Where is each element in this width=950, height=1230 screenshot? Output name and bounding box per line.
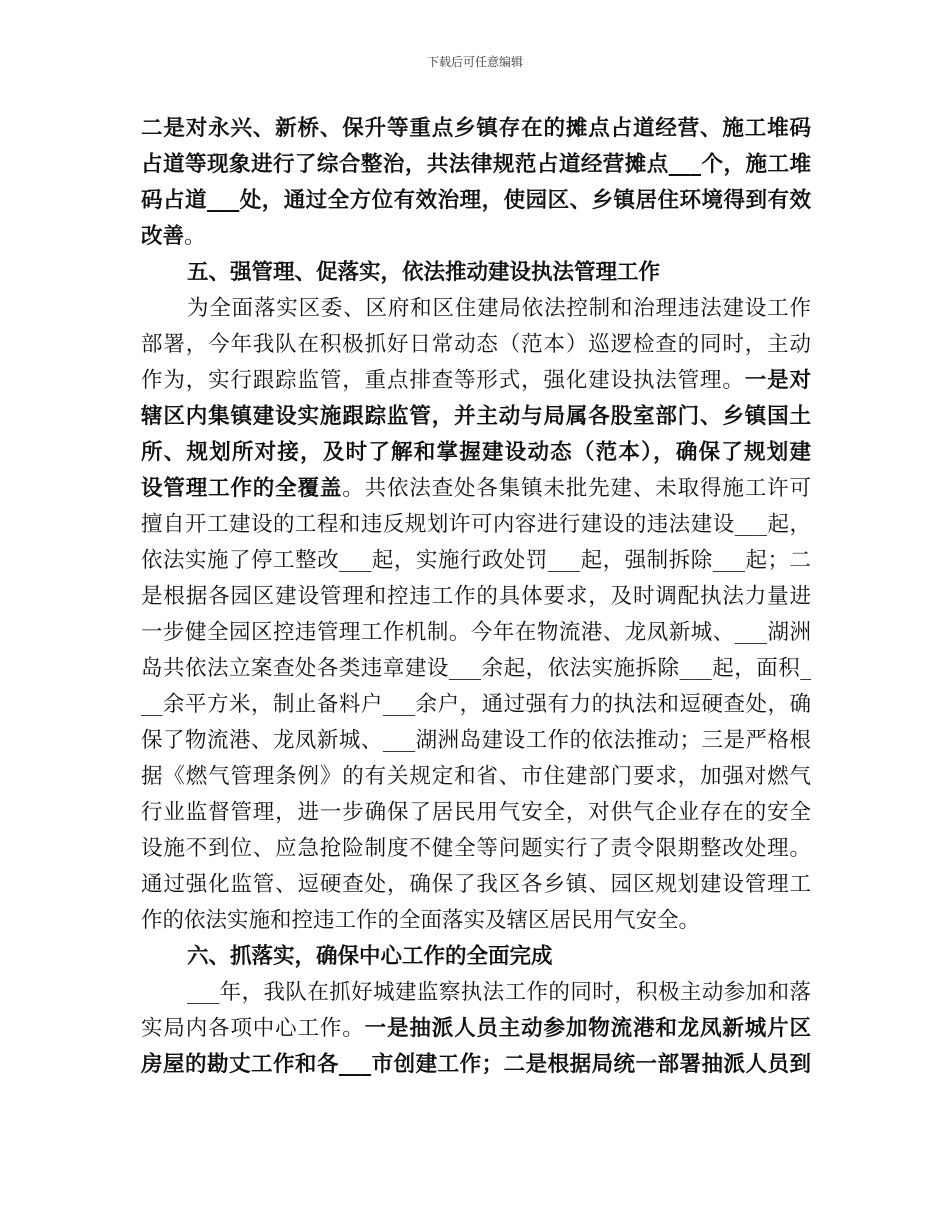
text-segment: 通过强化监管、逗硬查处，确保了我区各乡镇、园区规划建设管理工 — [141, 872, 811, 897]
text-line — [141, 183, 811, 219]
text-segment: 。 — [184, 224, 206, 249]
bold-text: 改善 — [141, 224, 185, 249]
text-line — [141, 687, 811, 723]
text-line — [141, 867, 811, 903]
bold-text: 六、抓落实，确保中心工作的全面完成 — [187, 944, 553, 969]
text-line — [141, 975, 811, 1011]
bold-text: 房屋的勘丈工作和各___市创建工作；二是根据局统一部署抽派人员到 — [141, 1052, 811, 1077]
bold-text: 二是对永兴、新桥、保升等重点乡镇存在的摊点占道经营、施工堆码 — [141, 116, 811, 141]
text-segment: 擅自开工建设的工程和违反规划许可内容进行建设的违法建设___起， — [141, 512, 811, 537]
text-segment: ___年，我队在抓好城建监察执法工作的同时，积极主动参加和落 — [187, 980, 811, 1005]
text-line — [141, 111, 811, 147]
text-line — [141, 219, 811, 255]
text-line — [141, 435, 811, 471]
text-segment: 是根据各园区建设管理和控违工作的具体要求，及时调配执法力量进 — [141, 584, 811, 609]
text-line — [141, 1047, 811, 1083]
text-segment: 为全面落实区委、区府和区住建局依法控制和治理违法建设工作 — [187, 296, 811, 321]
text-segment: 。共依法查处各集镇未批先建、未取得施工许可 — [342, 476, 811, 501]
bold-text: 一是对 — [744, 368, 811, 393]
text-segment: __余平方米，制止备料户___余户，通过强有力的执法和逗硬查处，确 — [141, 692, 811, 717]
bold-text: 辖区内集镇建设实施跟踪监管，并主动与局属各股室部门、乡镇国土 — [141, 404, 811, 429]
text-line — [141, 471, 811, 507]
text-segment: 行业监督管理，进一步确保了居民用气安全，对供气企业存在的安全 — [141, 800, 811, 825]
text-segment: 保了物流港、龙凤新城、___湖洲岛建设工作的依法推动；三是严格根 — [141, 728, 811, 753]
text-line — [141, 543, 811, 579]
text-segment: 一步健全园区控违管理工作机制。今年在物流港、龙凤新城、___湖洲 — [141, 620, 811, 645]
text-line — [141, 723, 811, 759]
text-line — [141, 327, 811, 363]
text-segment: 部署，今年我队在积极抓好日常动态（范本）巡逻检查的同时，主动 — [141, 332, 811, 357]
text-line — [141, 903, 811, 939]
bold-text: 五、强管理、促落实，依法推动建设执法管理工作 — [187, 260, 661, 285]
text-line — [141, 615, 811, 651]
text-line — [141, 759, 811, 795]
text-line — [141, 579, 811, 615]
text-line — [141, 507, 811, 543]
text-segment: 设施不到位、应急抢险制度不健全等问题实行了责令限期整改处理。 — [141, 836, 811, 861]
document-body — [141, 111, 811, 1083]
text-line — [141, 147, 811, 183]
page-header: 下载后可任意编辑 — [426, 55, 523, 69]
text-line — [141, 651, 811, 687]
text-segment: 作为，实行跟踪监管，重点排查等形式，强化建设执法管理。 — [141, 368, 745, 393]
bold-text: 一是抽派人员主动参加物流港和龙凤新城片区 — [364, 1016, 811, 1041]
section-heading — [141, 939, 811, 975]
text-segment: 作的依法实施和控违工作的全面落实及辖区居民用气安全。 — [141, 908, 701, 933]
text-line — [141, 831, 811, 867]
text-line — [141, 363, 811, 399]
text-segment: 岛共依法立案查处各类违章建设___余起，依法实施拆除___起，面积_ — [141, 656, 811, 681]
text-line — [141, 399, 811, 435]
bold-text: 码占道___处，通过全方位有效治理，使园区、乡镇居住环境得到有效 — [141, 188, 811, 213]
text-segment: 依法实施了停工整改___起，实施行政处罚___起，强制拆除___起；二 — [141, 548, 811, 573]
section-heading — [141, 255, 811, 291]
bold-text: 所、规划所对接，及时了解和掌握建设动态（范本），确保了规划建 — [141, 440, 811, 465]
bold-text: 占道等现象进行了综合整治，共法律规范占道经营摊点___个，施工堆 — [141, 152, 811, 177]
bold-text: 设管理工作的全覆盖 — [141, 476, 343, 501]
text-line — [141, 1011, 811, 1047]
text-segment: 据《燃气管理条例》的有关规定和省、市住建部门要求，加强对燃气 — [141, 764, 811, 789]
text-line — [141, 795, 811, 831]
text-segment: 实局内各项中心工作。 — [141, 1016, 365, 1041]
text-line — [141, 291, 811, 327]
